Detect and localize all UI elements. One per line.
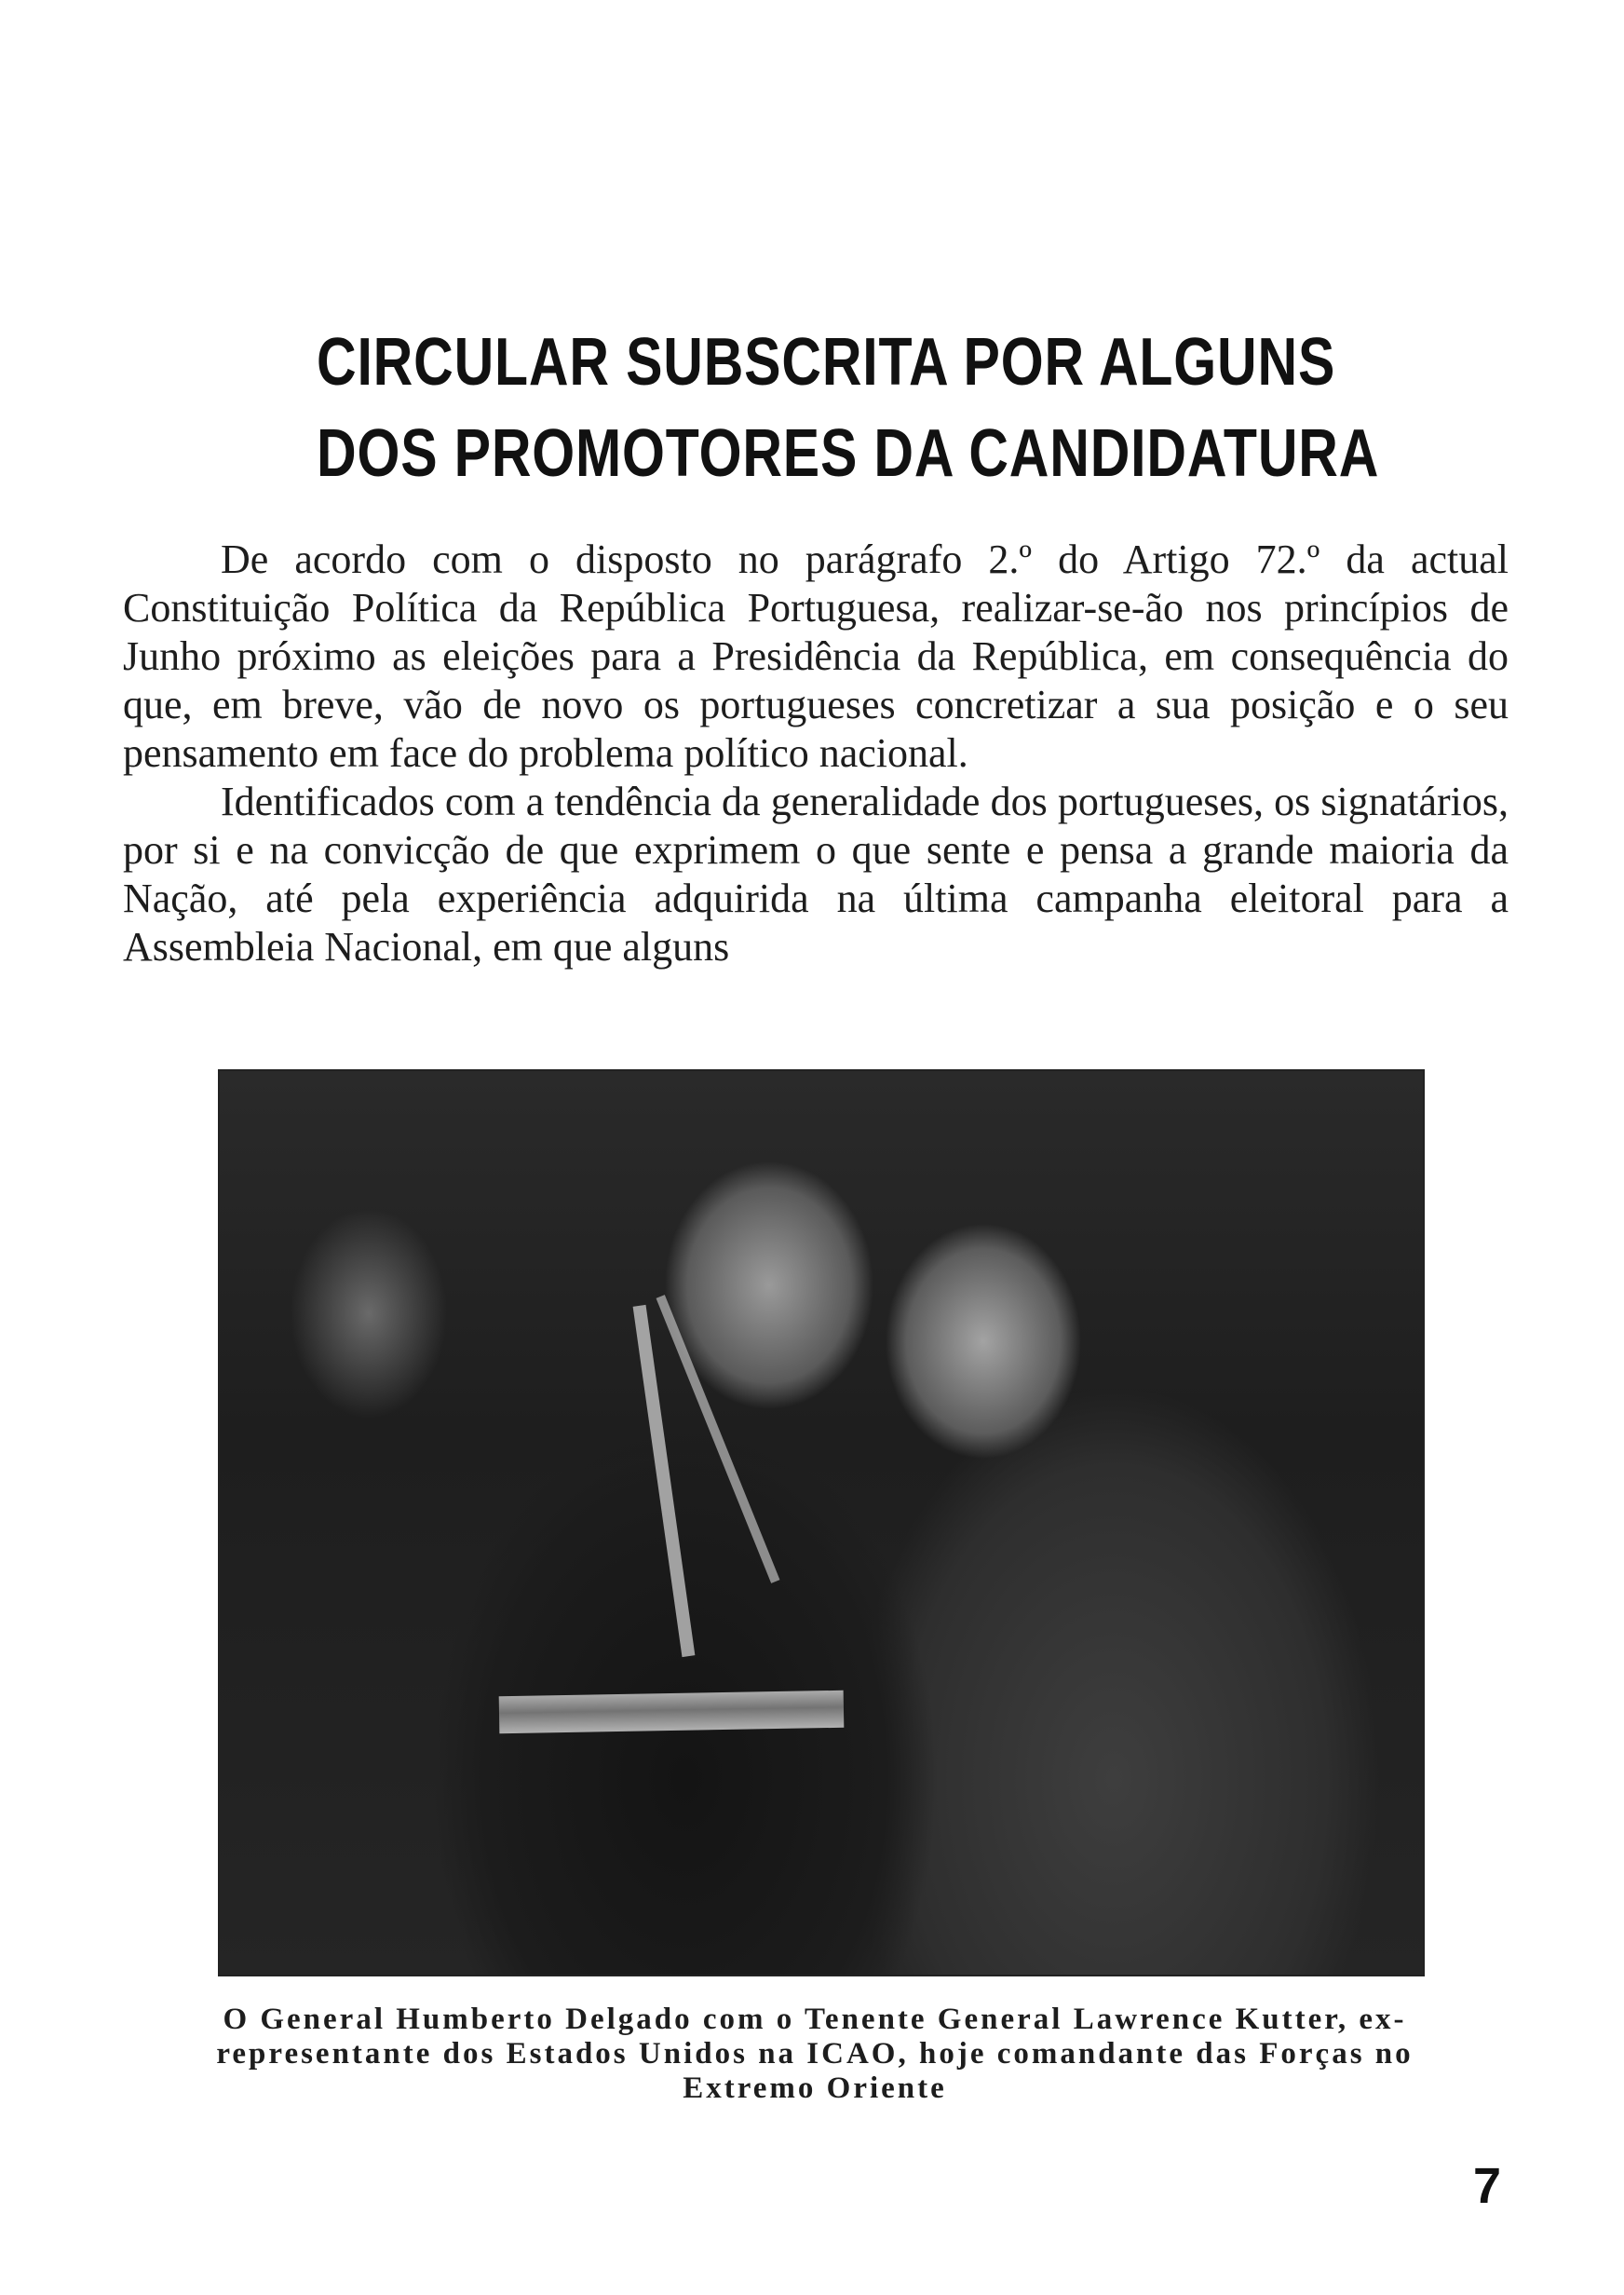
- body-text: [123, 536, 1509, 971]
- title-line-1: CIRCULAR SUBSCRITA POR ALGUNS: [317, 325, 1336, 400]
- photograph: [218, 1069, 1425, 1976]
- page-number: 7: [1473, 2158, 1502, 2214]
- photo-caption: O General Humberto Delgado com o Tenente General Lawrence Kutter, ex-representante dos Estados Unidos na ICAO, hoje comandante das Forças no Extremo Oriente: [216, 2003, 1414, 2105]
- paragraph-2: Identificados com a tendência da generalidade dos portugueses, os signatários, por si e na convicção de que exprimem o que sente e pensa a grande maioria da Nação, até pela experiência adquirida na última campanha eleitoral para a Assembleia Nacional, em que alguns: [123, 779, 1509, 970]
- paragraph-1: De acordo com o disposto no parágrafo 2.º do Artigo 72.º da actual Constituição Política da República Portuguesa, realizar-se-ão nos princípios de Junho próximo as eleições para a Presidência da República, em consequência do que, em breve, vão de novo os portugueses concretizar a sua posição e o seu pensamento em face do problema político nacional.: [123, 536, 1509, 776]
- photo-detail-sash: [499, 1691, 845, 1733]
- page-title: [317, 317, 1380, 499]
- title-line-2: DOS PROMOTORES DA CANDIDATURA: [317, 416, 1380, 491]
